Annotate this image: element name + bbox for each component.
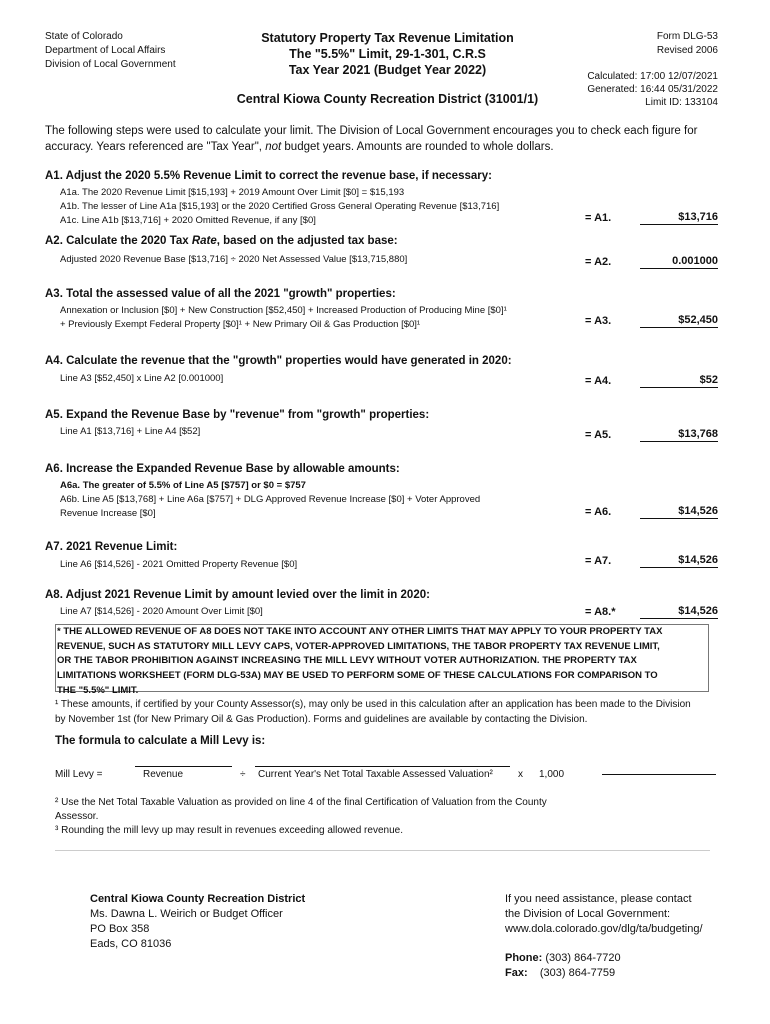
form-number: Form DLG-53 — [656, 31, 718, 42]
a6-label: = A6. — [585, 506, 612, 518]
help-block — [505, 892, 703, 981]
a1-value: $13,716 — [640, 211, 718, 225]
a6b-line-1: A6b. Line A5 [$13,768] + Line A6a [$757] + DLG Approved Revenue Increase [$0] + Voter Approved — [60, 494, 481, 505]
footnote-2-line-1: ² Use the Net Total Taxable Valuation as provided on line 4 of the final Certification of Valuation from the County — [55, 797, 547, 808]
a7-value: $14,526 — [640, 554, 718, 568]
mill-levy-label: Mill Levy = — [55, 769, 103, 780]
warning-text — [57, 625, 707, 699]
a3-title: A3. Total the assessed value of all the 2021 "growth" properties: — [45, 288, 396, 300]
a1c-line: A1c. Line A1b [$13,716] + 2020 Omitted Revenue, if any [$0] — [60, 215, 316, 226]
form-title-line-2: The "5.5%" Limit, 29-1-301, C.R.S — [289, 47, 486, 61]
valuation-blank-line — [255, 766, 510, 767]
phone-label: Phone: — [505, 952, 543, 964]
address-contact: Ms. Dawna L. Weirich or Budget Officer — [90, 908, 283, 920]
generated-time: Generated: 16:44 05/31/2022 — [587, 84, 718, 95]
a6-title: A6. Increase the Expanded Revenue Base by allowable amounts: — [45, 463, 400, 475]
warning-line-3: OR THE TABOR PROHIBITION AGAINST INCREASING THE MILL LEVY WITHOUT VOTER AUTHORIZATION. THE PROPERTY TAX — [57, 655, 637, 667]
mailing-address — [90, 892, 305, 952]
mill-levy-result-line — [602, 774, 716, 775]
a7-title: A7. 2021 Revenue Limit: — [45, 541, 178, 553]
a8-value: $14,526 — [640, 605, 718, 619]
a4-value: $52 — [640, 374, 718, 388]
help-line-2: the Division of Local Government: — [505, 908, 671, 920]
footnote-2-line-2: Assessor. — [55, 811, 99, 822]
a4-line: Line A3 [$52,450] x Line A2 [0.001000] — [60, 373, 224, 384]
a2-label: = A2. — [585, 256, 612, 268]
a2-title-start: A2. Calculate the 2020 Tax — [45, 235, 192, 247]
warning-line-5: THE "5.5%" LIMIT. — [57, 684, 139, 696]
revenue-label: Revenue — [143, 769, 184, 780]
a8-title: A8. Adjust 2021 Revenue Limit by amount levied over the limit in 2020: — [45, 589, 430, 601]
valuation-label: Current Year's Net Total Taxable Assessed Valuation² — [258, 769, 493, 780]
a1a-line: A1a. The 2020 Revenue Limit [$15,193] + 2019 Amount Over Limit [$0] = $15,193 — [60, 187, 405, 198]
limit-id: Limit ID: 133104 — [645, 97, 718, 108]
divider — [55, 850, 710, 851]
help-spacer — [505, 937, 703, 951]
a3-label: = A3. — [585, 315, 612, 327]
footnote-2 — [55, 796, 720, 838]
formula-title: The formula to calculate a Mill Levy is: — [55, 735, 266, 747]
help-line-1: If you need assistance, please contact — [505, 893, 692, 905]
intro-text: accuracy. Years referenced are "Tax Year", — [45, 141, 266, 153]
intro-emphasis: not — [265, 141, 282, 153]
revenue-blank-line — [135, 766, 232, 767]
a5-value: $13,768 — [640, 428, 718, 442]
a5-line: Line A1 [$13,716] + Line A4 [$52] — [60, 426, 201, 437]
a1-title: A1. Adjust the 2020 5.5% Revenue Limit to correct the revenue base, if necessary: — [45, 170, 492, 182]
intro-line-2 — [45, 139, 725, 155]
calculated-time: Calculated: 17:00 12/07/2021 — [587, 71, 718, 82]
phone-number: (303) 864-7720 — [545, 952, 621, 964]
footnote-1-line-1: ¹ These amounts, if certified by your County Assessor(s), may only be used in this calculation after an application has been made to the Division — [55, 699, 691, 710]
warning-line-2: REVENUE, SUCH AS STATUTORY MILL LEVY CAPS, VOTER-APPROVED LIMITATIONS, THE TABOR PROPERTY TAX REVENUE LIMIT, — [57, 640, 660, 652]
intro-line-1: The following steps were used to calculate your limit. The Division of Local Government encourages you to check each figure for — [45, 125, 698, 137]
a4-label: = A4. — [585, 375, 612, 387]
thousand-label: 1,000 — [539, 769, 565, 780]
a8-label: = A8.* — [585, 606, 616, 618]
footnote-3-line: ³ Rounding the mill levy up may result in revenues exceeding allowed revenue. — [55, 825, 403, 836]
a6b-line-2: Revenue Increase [$0] — [60, 508, 156, 519]
a5-label: = A5. — [585, 429, 612, 441]
a1-label: = A1. — [585, 212, 612, 224]
form-title-line-3: Tax Year 2021 (Budget Year 2022) — [288, 63, 487, 77]
a6a-line: A6a. The greater of 5.5% of Line A5 [$757] or $0 = $757 — [60, 480, 306, 491]
a8-line: Line A7 [$14,526] - 2020 Amount Over Limit [$0] — [60, 606, 263, 617]
a2-value: 0.001000 — [640, 255, 718, 269]
footnote-1 — [55, 697, 720, 727]
a2-title — [45, 235, 398, 247]
a3-line-1: Annexation or Inclusion [$0] + New Construction [$52,450] + Increased Production of Producing Mine [$0]¹ — [60, 305, 507, 316]
district-name: Central Kiowa County Recreation District (31001/1) — [236, 92, 539, 106]
form-revised: Revised 2006 — [656, 45, 718, 56]
a3-line-2: + Previously Exempt Federal Property [$0]¹ + New Primary Oil & Gas Production [$0]¹ — [60, 319, 421, 330]
help-phone-row — [505, 951, 703, 966]
fax-label: Fax: — [505, 967, 528, 979]
agency-department: Department of Local Affairs — [45, 45, 166, 56]
help-website-link[interactable]: www.dola.colorado.gov/dlg/ta/budgeting/ — [505, 923, 703, 935]
form-id-block — [657, 30, 718, 58]
form-title — [215, 30, 560, 78]
agency-state: State of Colorado — [45, 31, 123, 42]
a2-title-end: , based on the adjusted tax base: — [216, 235, 398, 247]
divide-sign: ÷ — [240, 769, 246, 780]
a6b-lines — [60, 493, 480, 521]
a1-lines — [60, 186, 499, 228]
agency-block — [45, 30, 176, 72]
address-city: Eads, CO 81036 — [90, 938, 172, 950]
a6-value: $14,526 — [640, 505, 718, 519]
a7-label: = A7. — [585, 555, 612, 567]
intro-paragraph — [45, 123, 725, 155]
a2-line: Adjusted 2020 Revenue Base [$13,716] ÷ 2020 Net Assessed Value [$13,715,880] — [60, 254, 408, 265]
a4-title: A4. Calculate the revenue that the "growth" properties would have generated in 2020: — [45, 355, 512, 367]
calc-info — [587, 70, 718, 109]
warning-line-4: LIMITATIONS WORKSHEET (FORM DLG-53A) MAY BE USED TO PERFORM SOME OF THESE CALCULATIONS FOR COMPARISON TO — [57, 670, 658, 682]
a5-title: A5. Expand the Revenue Base by "revenue" from "growth" properties: — [45, 409, 430, 421]
a3-lines — [60, 304, 507, 332]
times-sign: x — [518, 769, 523, 780]
address-name: Central Kiowa County Recreation District — [90, 893, 306, 905]
a1b-line: A1b. The lesser of Line A1a [$15,193] or the 2020 Certified Gross General Operating Revenue [$13,716] — [60, 201, 500, 212]
help-fax-row — [505, 966, 703, 981]
a2-title-rate: Rate — [191, 235, 217, 247]
intro-text-end: budget years. Amounts are rounded to whole dollars. — [281, 141, 554, 153]
agency-division: Division of Local Government — [45, 59, 176, 70]
fax-number: (303) 864-7759 — [539, 967, 616, 979]
address-box: PO Box 358 — [90, 923, 150, 935]
a7-line: Line A6 [$14,526] - 2021 Omitted Property Revenue [$0] — [60, 559, 298, 570]
a3-value: $52,450 — [640, 314, 718, 328]
footnote-1-line-2: by November 1st (for New Primary Oil & Gas Production). Forms and guidelines are available by contacting the Division. — [55, 714, 588, 725]
form-title-line-1: Statutory Property Tax Revenue Limitation — [261, 31, 514, 45]
warning-line-1: * THE ALLOWED REVENUE OF A8 DOES NOT TAKE INTO ACCOUNT ANY OTHER LIMITS THAT MAY APPLY TO YOUR PROPERTY TAX — [57, 626, 663, 637]
